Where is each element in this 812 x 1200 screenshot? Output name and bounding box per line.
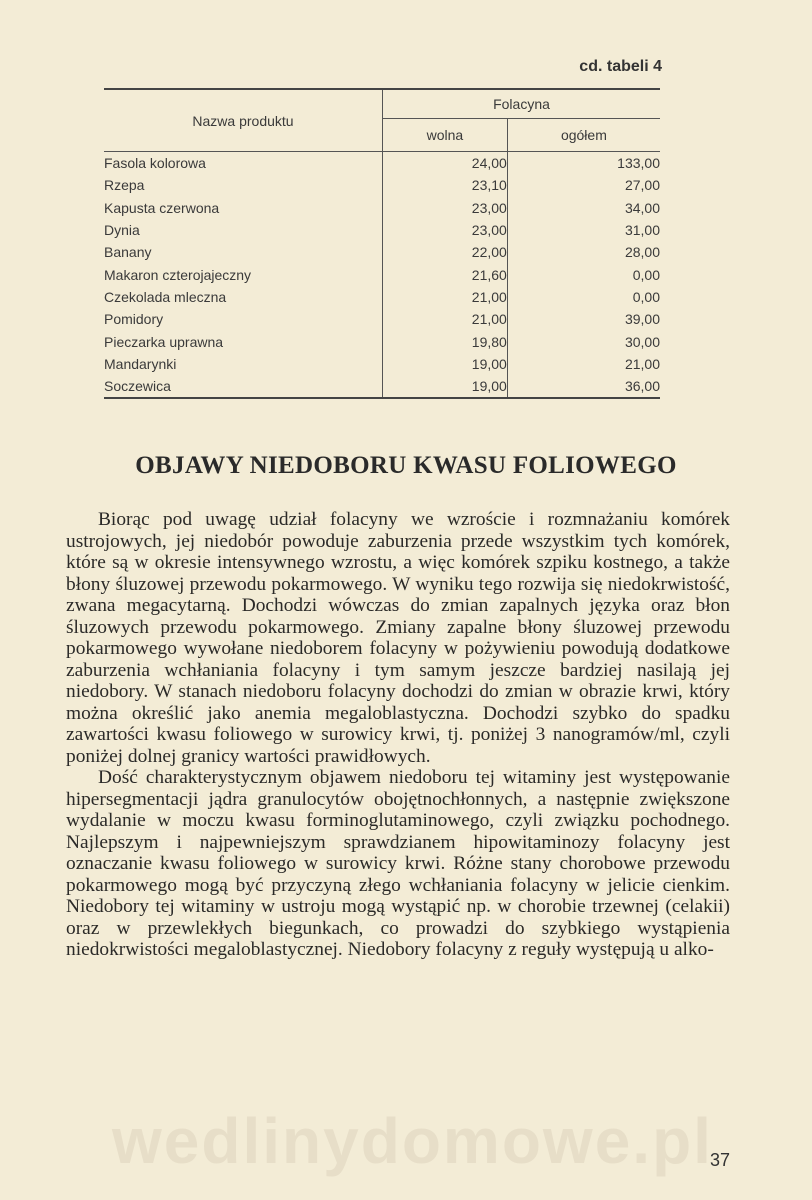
table-row [104, 241, 660, 263]
body-text [66, 509, 730, 961]
table-row [104, 375, 660, 398]
total-value: 28,00 [624, 244, 660, 261]
table-row [104, 308, 660, 330]
free-value: 23,10 [383, 174, 508, 196]
watermark: wedlinydomowe.pl [112, 1105, 713, 1177]
table-row [104, 286, 660, 308]
section-title: OBJAWY NIEDOBORU KWASU FOLIOWEGO [135, 452, 677, 479]
table-row [104, 263, 660, 285]
product-name: Banany [104, 241, 383, 263]
total-value: 34,00 [624, 199, 660, 216]
free-value: 19,80 [383, 330, 508, 352]
total-value: 36,00 [624, 378, 660, 395]
table-row [104, 330, 660, 352]
free-value: 21,00 [383, 308, 508, 330]
column-header-total: ogółem [507, 119, 660, 152]
folacin-table [104, 88, 660, 399]
paragraph: Biorąc pod uwagę udział folacyny we wzroście i rozmnażaniu komórek ustrojowych, jej niedobór powoduje zaburzenia przede wszystkim tych komórek, które są w okresie intensywnego wzrostu, a więc komórek szpiku kostnego, a także błony śluzowej przewodu pokarmowego. W wyniku tego rozwija się niedokrwistość, zwana megacytarną. Dochodzi wówczas do zmian zapalnych języka oraz błon śluzowych przewodu pokarmowego. Zmiany zapalne błony śluzowej przewodu pokarmowego wywołane niedoborem folacyny w pożywieniu powodują dodatkowe zaburzenia wchłaniania folacyny i tym samym jeszcze bardziej nasilają jej niedobory. W stanach niedoboru folacyny dochodzi do zmian w obrazie krwi, który można określić jako anemia megaloblastyczna. Dochodzi szybko do spadku zawartości kwasu foliowego w surowicy krwi, tj. poniżej 3 nanogramów/ml, czyli poniżej dolnej granicy wartości prawidłowych. [66, 509, 730, 767]
total-value: 39,00 [624, 311, 660, 328]
column-header-folacin: Folacyna [383, 89, 661, 119]
product-name: Pieczarka uprawna [104, 330, 383, 352]
column-header-product: Nazwa produktu [104, 89, 383, 152]
product-name: Fasola kolorowa [104, 152, 383, 175]
product-name: Dynia [104, 219, 383, 241]
total-value: 0,00 [632, 266, 660, 283]
free-value: 21,00 [383, 286, 508, 308]
total-value: 30,00 [624, 333, 660, 350]
free-value: 19,00 [383, 353, 508, 375]
paragraph: Dość charakterystycznym objawem niedoboru tej witaminy jest występowanie hipersegmentacji jądra granulocytów obojętnochłonnych, a następnie zwiększone wydalanie w moczu kwasu forminoglutaminowego, czyli związku pochodnego. Najlepszym i najpewniejszym sprawdzianem hipowitaminozy folacyny jest oznaczanie kwasu foliowego w surowicy krwi. Różne stany chorobowe przewodu pokarmowego mogą być przyczyną złego wchłaniania folacyny w jelicie cienkim. Niedobory tej witaminy w ustroju mogą wystąpić np. w chorobie trzewnej (celakii) oraz w przewlekłych biegunkach, co prowadzi do szybkiego wystąpienia niedokrwistości megaloblastycznej. Niedobory folacyny z reguły występują u alko- [66, 767, 730, 960]
free-value: 23,00 [383, 219, 508, 241]
product-name: Makaron czterojajeczny [104, 263, 383, 285]
product-name: Rzepa [104, 174, 383, 196]
table-row [104, 219, 660, 241]
total-value: 31,00 [624, 222, 660, 239]
product-name: Pomidory [104, 308, 383, 330]
table-row [104, 152, 660, 175]
product-name: Kapusta czerwona [104, 197, 383, 219]
table-row [104, 197, 660, 219]
total-value: 21,00 [624, 355, 660, 372]
free-value: 24,00 [383, 152, 508, 175]
product-name: Soczewica [104, 375, 383, 398]
total-value: 0,00 [632, 288, 660, 305]
page-number: 37 [709, 1150, 730, 1170]
product-name: Mandarynki [104, 353, 383, 375]
free-value: 23,00 [383, 197, 508, 219]
free-value: 21,60 [383, 263, 508, 285]
product-name: Czekolada mleczna [104, 286, 383, 308]
free-value: 19,00 [383, 375, 508, 398]
free-value: 22,00 [383, 241, 508, 263]
column-header-free: wolna [383, 119, 508, 152]
table-row [104, 174, 660, 196]
total-value: 133,00 [617, 155, 660, 172]
table-continuation-label: cd. tabeli 4 [579, 58, 662, 75]
table-row [104, 353, 660, 375]
total-value: 27,00 [624, 177, 660, 194]
